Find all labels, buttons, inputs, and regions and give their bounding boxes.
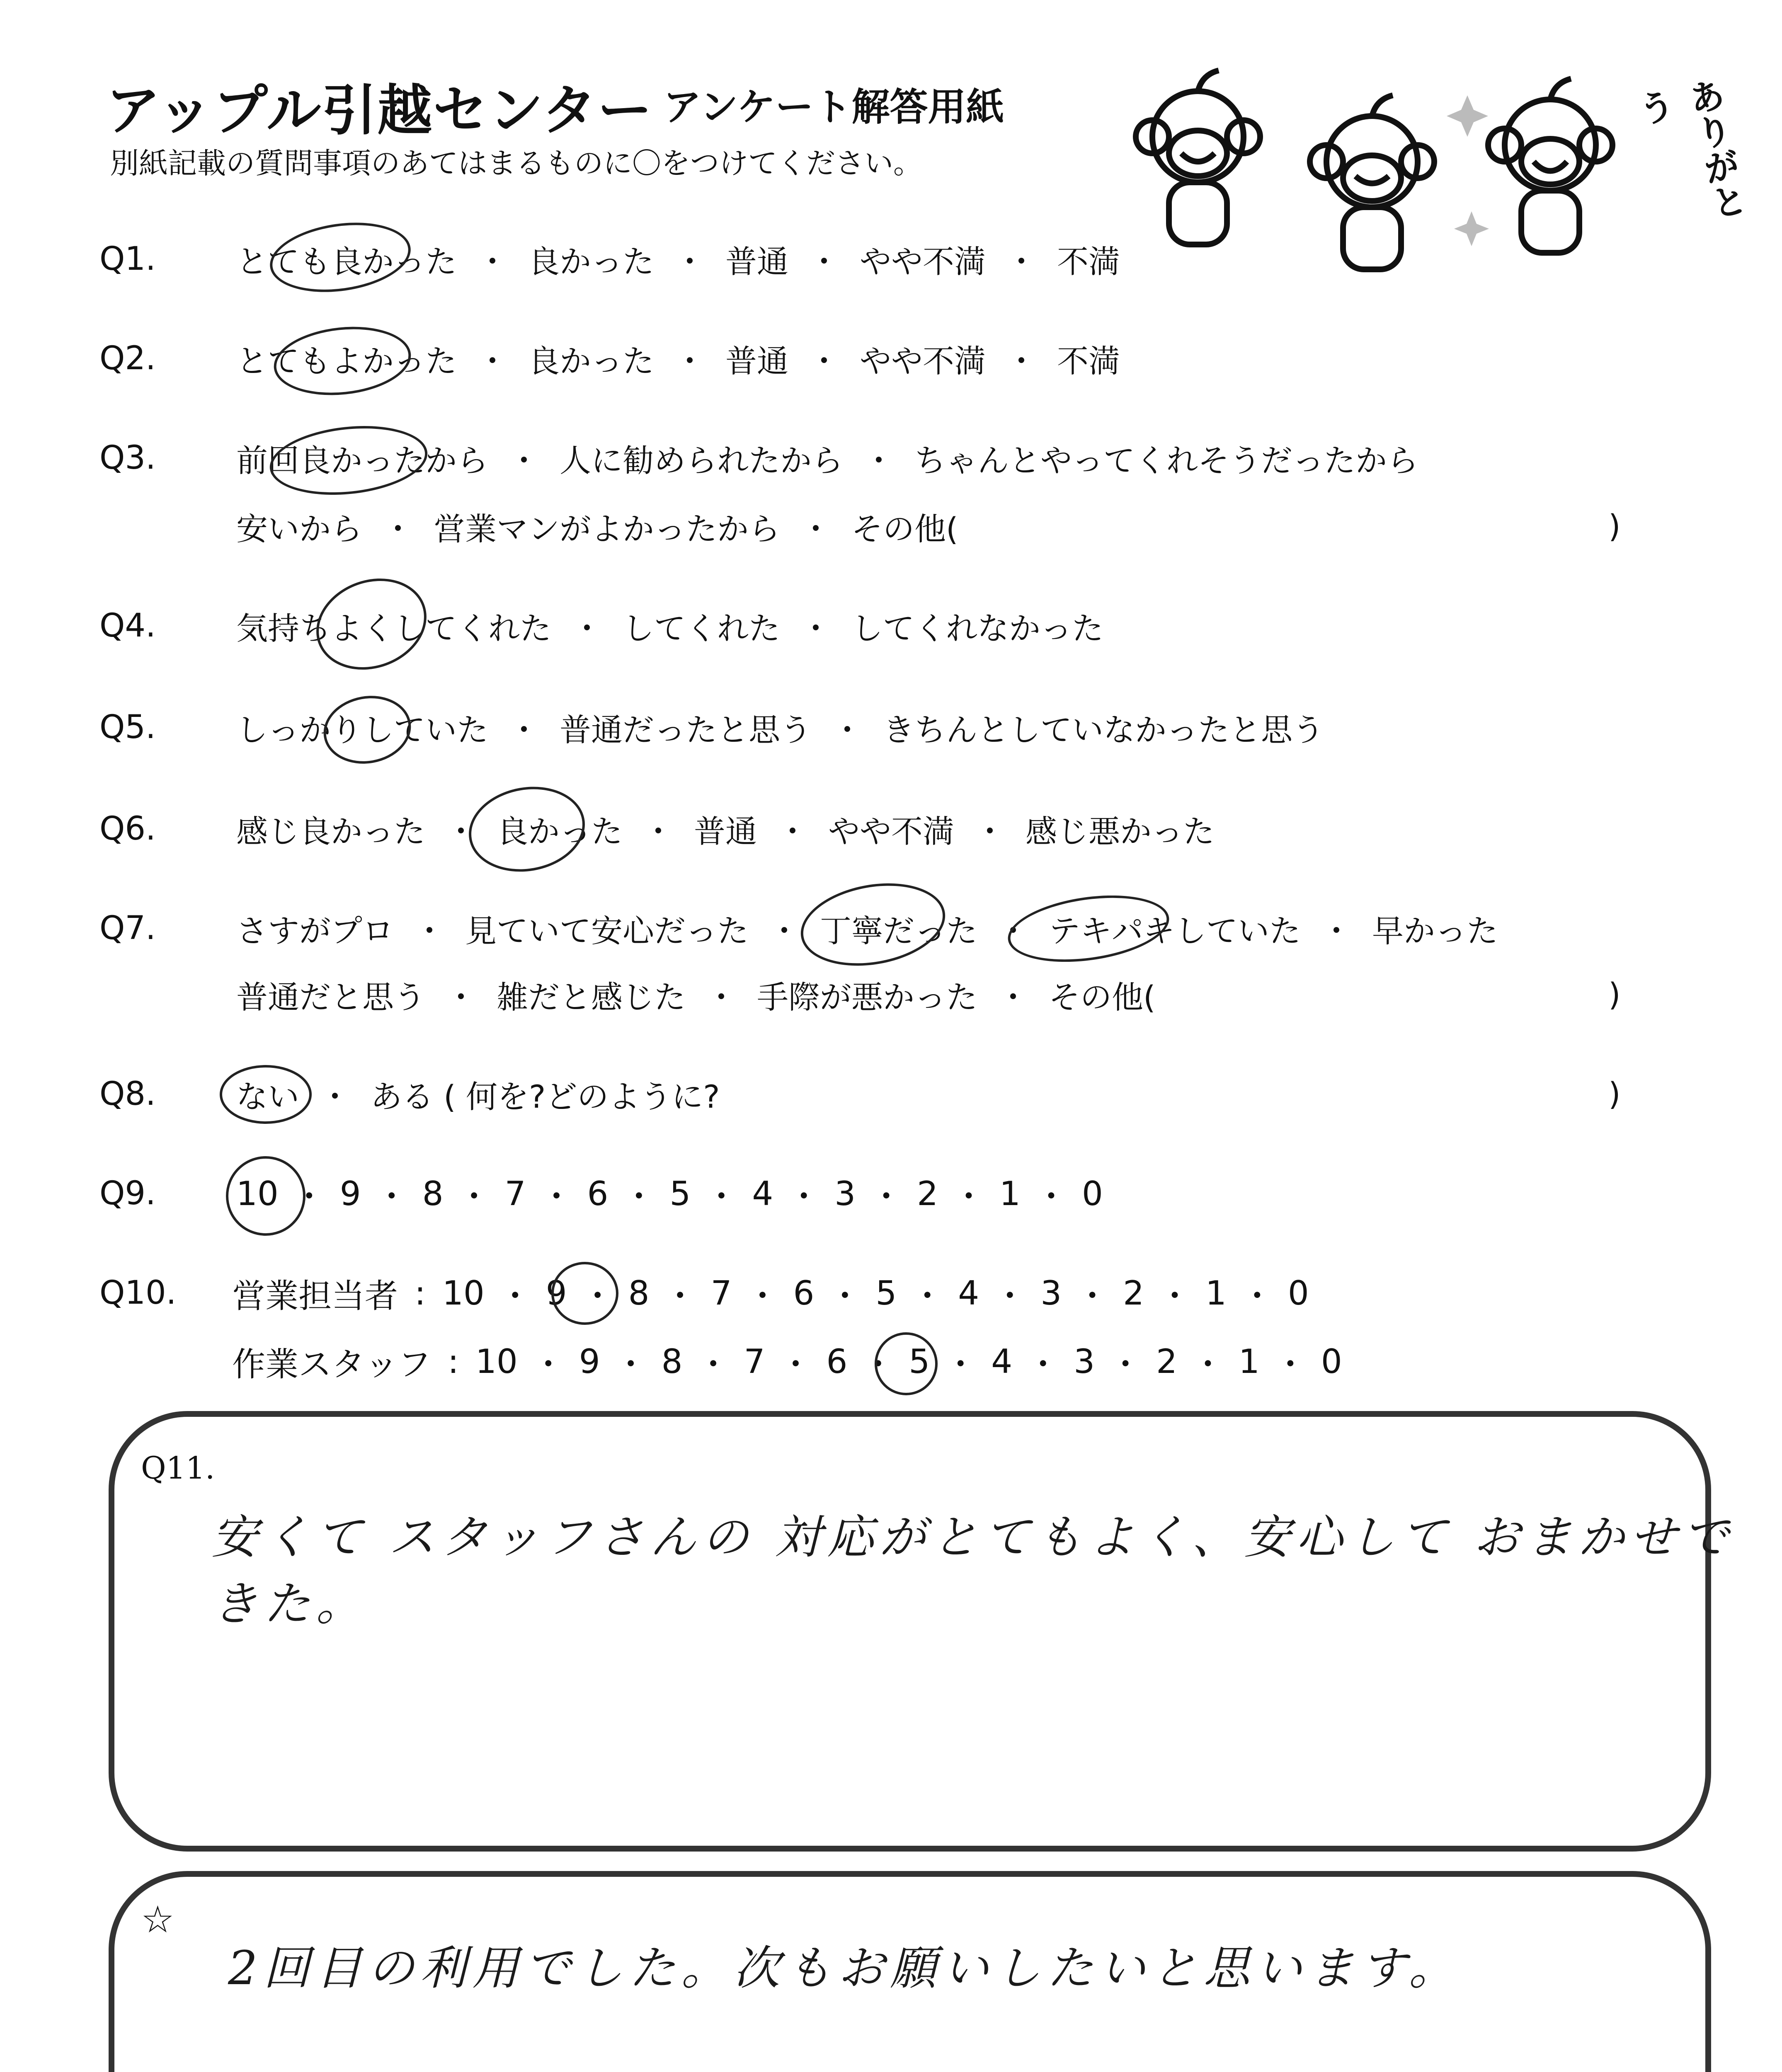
question-row: Q2. とてもよかった ・ 良かった ・ 普通 ・ やや不満 ・ 不満 — [99, 336, 1120, 381]
score-option[interactable]: 3 — [834, 1174, 856, 1213]
question-row: Q5. しっかりしていた ・ 普通だったと思う ・ きちんとしていなかったと思う — [99, 704, 1324, 750]
score-option[interactable]: 3 — [1040, 1273, 1062, 1312]
answer-option[interactable]: 感じ悪かった — [1026, 813, 1215, 850]
score-option[interactable]: 2 — [917, 1174, 938, 1213]
score-option[interactable]: 0 — [1081, 1174, 1103, 1213]
answer-circle-mark — [462, 778, 592, 881]
question-row: Q9. 10 ・ 9 ・ 8 ・ 7 ・ 6 ・ 5 ・ 4 ・ 3 ・ 2 ・ 1 ・ 0 — [99, 1174, 1103, 1216]
colon: : — [415, 1273, 426, 1312]
answer-circle-mark — [226, 1156, 305, 1236]
score-option[interactable]: 10 — [442, 1273, 485, 1312]
answer-option[interactable]: 良かった — [528, 243, 654, 280]
score-option[interactable]: 5 — [669, 1174, 691, 1213]
answer-option[interactable]: 安いから — [236, 510, 362, 547]
form-subtitle: アンケート解答用紙 — [663, 85, 1004, 129]
answer-option[interactable]: テキパキしていた — [1049, 912, 1301, 949]
question-label: Q3. — [99, 439, 156, 477]
answer-circle-mark — [270, 320, 414, 402]
answer-option[interactable]: 普通 — [694, 813, 757, 850]
score-option[interactable]: 4 — [991, 1342, 1013, 1381]
answer-option[interactable]: その他( — [1049, 978, 1156, 1016]
score-option[interactable]: 7 — [744, 1342, 765, 1381]
score-option[interactable]: 1 — [999, 1174, 1021, 1213]
answer-option[interactable]: ある ( 何を?どのように? — [371, 1078, 720, 1115]
monkey-icon — [1136, 70, 1260, 244]
question-label: Q4. — [99, 607, 156, 644]
score-option[interactable]: 2 — [1123, 1273, 1144, 1312]
score-option[interactable]: 1 — [1205, 1273, 1227, 1312]
score-option[interactable]: 6 — [826, 1342, 848, 1381]
score-option[interactable]: 8 — [661, 1342, 683, 1381]
answer-option[interactable]: やや不満 — [828, 813, 954, 850]
answer-circle-mark — [318, 689, 417, 770]
score-option[interactable]: 7 — [504, 1174, 526, 1213]
mascot-text: ありがとう — [1629, 75, 1750, 223]
answer-option[interactable]: 不満 — [1057, 342, 1120, 380]
rating-subject: 営業担当者 — [232, 1276, 398, 1315]
answer-option[interactable]: 普通だったと思う — [560, 711, 812, 748]
answer-option[interactable]: とてもよかった — [236, 342, 457, 380]
answer-option[interactable]: 良かった — [528, 342, 654, 380]
answer-circle-mark — [265, 214, 415, 300]
answer-option[interactable]: 人に勧められたから — [560, 442, 843, 479]
monkey-icon — [1310, 95, 1434, 269]
score-option[interactable]: 10 — [236, 1174, 279, 1213]
question-row: 安いから ・ 営業マンがよかったから ・ その他( — [99, 503, 958, 549]
question-label: Q1. — [99, 240, 156, 278]
question-row: 作業スタッフ : 10 ・ 9 ・ 8 ・ 7 ・ 6 ・ 5 ・ 4 ・ 3 ・ 2 ・ 1 ・ 0 — [99, 1339, 1342, 1384]
score-option[interactable]: 7 — [710, 1273, 732, 1312]
score-option[interactable]: 8 — [628, 1273, 650, 1312]
answer-option[interactable]: 営業マンがよかったから — [434, 510, 780, 547]
question-row: 普通だと思う ・ 雑だと感じた ・ 手際が悪かった ・ その他( — [99, 972, 1156, 1017]
score-option[interactable]: 10 — [475, 1342, 518, 1381]
question-row: Q4. 気持ちよくしてくれた ・ してくれた ・ してくれなかった — [99, 603, 1103, 649]
instruction-text: 別紙記載の質問事項のあてはまるものに〇をつけてください。 — [110, 146, 922, 180]
question-label: Q8. — [99, 1075, 156, 1113]
score-option[interactable]: 2 — [1156, 1342, 1177, 1381]
answer-option[interactable]: 不満 — [1057, 243, 1120, 280]
question-row: Q6. 感じ良かった ・ 良かった ・ 普通 ・ やや不満 ・ 感じ悪かった — [99, 806, 1215, 852]
answer-option[interactable]: やや不満 — [860, 342, 986, 380]
answer-option[interactable]: 見ていて安心だった — [465, 912, 749, 949]
answer-option[interactable]: してくれなかった — [851, 610, 1103, 647]
score-option[interactable]: 6 — [587, 1174, 609, 1213]
score-option[interactable]: 3 — [1074, 1342, 1095, 1381]
answer-option[interactable]: 気持ちよくしてくれた — [236, 610, 551, 647]
answer-option[interactable]: ちゃんとやってくれそうだったから — [914, 442, 1418, 479]
answer-option[interactable]: さすがプロ — [236, 912, 394, 949]
question-row: Q3. 前回良かったから ・ 人に勧められたから ・ ちゃんとやってくれそうだったから — [99, 435, 1418, 481]
question-row: Q7. さすがプロ ・ 見ていて安心だった ・ 丁寧だった ・ テキパキしていた ・ 早かった — [99, 905, 1498, 951]
question-row: Q10. 営業担当者 : 10 ・ 9 ・ 8 ・ 7 ・ 6 ・ 5 ・ 4 ・ 3 ・ 2 ・ 1 ・ 0 — [99, 1270, 1309, 1316]
answer-circle-mark — [220, 1065, 312, 1124]
close-paren: ) — [1608, 1075, 1621, 1112]
answer-circle-mark — [267, 419, 431, 502]
question-label: Q2. — [99, 340, 156, 377]
answer-option[interactable]: 普通だと思う — [236, 978, 425, 1016]
close-paren: ) — [1608, 508, 1621, 545]
answer-option[interactable]: 良かった — [497, 813, 623, 850]
score-option[interactable]: 0 — [1321, 1342, 1342, 1381]
answer-option[interactable]: 丁寧だった — [820, 912, 977, 949]
question-row: Q1. とても良かった ・ 良かった ・ 普通 ・ やや不満 ・ 不満 — [99, 236, 1120, 282]
q11-handwritten-answer: 安くて スタッフさんの 対応がとてもよく、安心して おまかせできた。 — [211, 1510, 1735, 1631]
score-option[interactable]: 4 — [752, 1174, 773, 1213]
question-label: Q5. — [99, 709, 156, 746]
answer-option[interactable]: ない — [236, 1078, 299, 1115]
answer-option[interactable]: やや不満 — [860, 243, 986, 280]
star-icon: ☆ — [141, 1898, 175, 1941]
answer-option[interactable]: 前回良かったから — [236, 442, 488, 479]
mascot-illustration — [1119, 62, 1700, 294]
score-option[interactable]: 5 — [875, 1273, 897, 1312]
question-label: Q11. — [141, 1450, 215, 1486]
answer-option[interactable]: 手際が悪かった — [757, 978, 977, 1016]
rating-subject: 作業スタッフ — [232, 1345, 431, 1384]
score-option[interactable]: 1 — [1239, 1342, 1260, 1381]
question-label: Q10. — [99, 1274, 177, 1312]
answer-circle-mark — [794, 873, 952, 976]
sparkle-icon — [1447, 95, 1489, 246]
question-row: Q8. ない ・ ある ( 何を?どのように? — [99, 1071, 720, 1117]
answer-option[interactable]: とても良かった — [236, 243, 457, 280]
answer-circle-mark — [875, 1332, 938, 1395]
answer-option[interactable]: きちんとしていなかったと思う — [883, 711, 1324, 748]
score-option[interactable]: 9 — [339, 1174, 361, 1213]
answer-circle-mark — [1004, 886, 1173, 971]
company-title: アップル引越センター — [106, 79, 653, 143]
answer-option[interactable]: 普通 — [725, 243, 788, 280]
answer-circle-mark — [551, 1262, 618, 1325]
score-option[interactable]: 4 — [958, 1273, 979, 1312]
question-label: Q6. — [99, 810, 156, 847]
score-option[interactable]: 0 — [1287, 1273, 1309, 1312]
answer-option[interactable]: 普通 — [725, 342, 788, 380]
monkey-icon — [1488, 79, 1612, 253]
handwritten-comment: 2回目の利用でした。次もお願いしたいと思います。 — [228, 1941, 1461, 1995]
colon: : — [448, 1342, 459, 1381]
score-option[interactable]: 9 — [579, 1342, 600, 1381]
answer-option[interactable]: しっかりしていた — [236, 711, 488, 748]
answer-option[interactable]: その他( — [851, 510, 958, 547]
score-option[interactable]: 8 — [422, 1174, 444, 1213]
score-option[interactable]: 9 — [546, 1273, 567, 1312]
question-label: Q7. — [99, 910, 156, 947]
answer-option[interactable]: 早かった — [1372, 912, 1498, 949]
answer-option[interactable]: 雑だと感じた — [497, 978, 686, 1016]
score-option[interactable]: 6 — [793, 1273, 815, 1312]
question-label: Q9. — [99, 1175, 156, 1212]
close-paren: ) — [1608, 976, 1621, 1013]
answer-option[interactable]: 感じ良かった — [236, 813, 425, 850]
score-option[interactable]: 5 — [909, 1342, 930, 1381]
answer-option[interactable]: してくれた — [623, 610, 780, 647]
answer-circle-mark — [303, 564, 439, 685]
